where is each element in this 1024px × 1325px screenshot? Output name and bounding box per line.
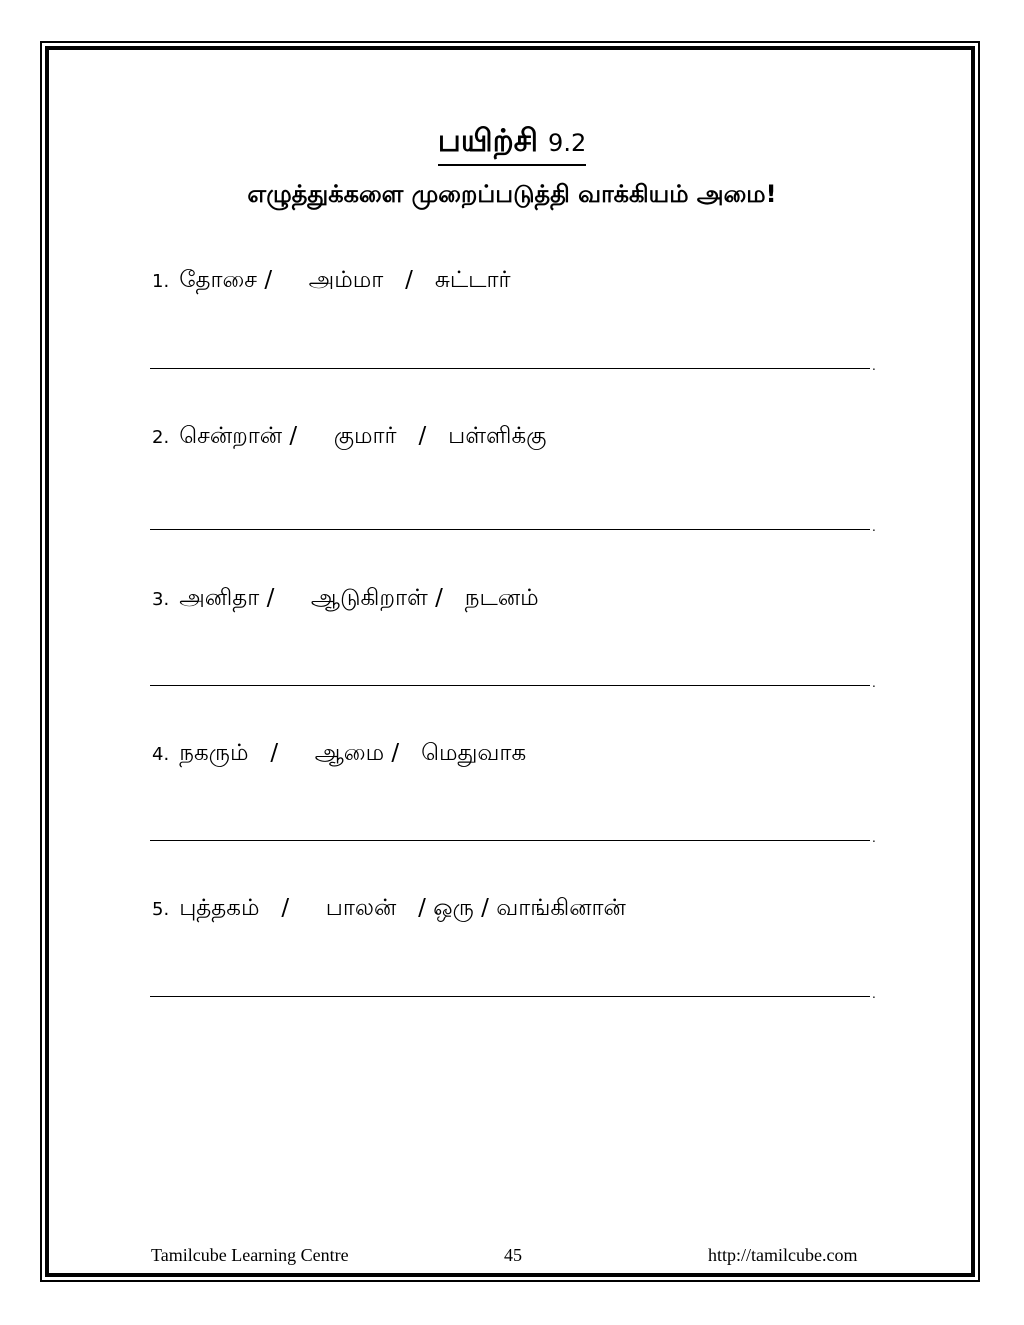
footer-website: http://tamilcube.com <box>708 1245 858 1265</box>
page-title <box>0 122 1024 166</box>
answer-end-mark: . <box>872 676 876 690</box>
question-4 <box>152 737 526 771</box>
question-5 <box>152 892 626 926</box>
answer-end-mark: . <box>872 831 876 845</box>
question-number: 4. <box>152 744 170 765</box>
question-number: 1. <box>152 271 170 292</box>
question-words: அனிதா / ஆடுகிறாள் / நடனம் <box>179 585 539 611</box>
instruction-text: எழுத்துக்களை முறைப்படுத்தி வாக்கியம் அமை! <box>247 180 777 208</box>
question-2 <box>152 420 547 454</box>
answer-line-5[interactable] <box>150 996 870 997</box>
answer-end-mark: . <box>872 520 876 534</box>
question-words: தோசை / அம்மா / சுட்டார் <box>179 267 511 293</box>
question-number: 3. <box>152 589 170 610</box>
title-underline <box>438 122 586 166</box>
question-words: புத்தகம் / பாலன் / ஒரு / வாங்கினான் <box>179 895 626 921</box>
question-1 <box>152 264 511 298</box>
answer-line-3[interactable] <box>150 685 870 686</box>
question-3 <box>152 582 539 616</box>
page-inner-border <box>45 46 975 1277</box>
question-number: 2. <box>152 427 170 448</box>
question-number: 5. <box>152 899 170 920</box>
answer-end-mark: . <box>872 359 876 373</box>
answer-end-mark: . <box>872 987 876 1001</box>
answer-line-2[interactable] <box>150 529 870 530</box>
answer-line-4[interactable] <box>150 840 870 841</box>
footer-page-number: 45 <box>504 1245 522 1265</box>
answer-line-1[interactable] <box>150 368 870 369</box>
title-number: 9.2 <box>548 129 587 157</box>
question-words: நகரும் / ஆமை / மெதுவாக <box>179 740 527 766</box>
title-text: பயிற்சி <box>437 123 539 159</box>
footer-publisher: Tamilcube Learning Centre <box>151 1245 349 1265</box>
question-words: சென்றான் / குமார் / பள்ளிக்கு <box>179 423 547 449</box>
